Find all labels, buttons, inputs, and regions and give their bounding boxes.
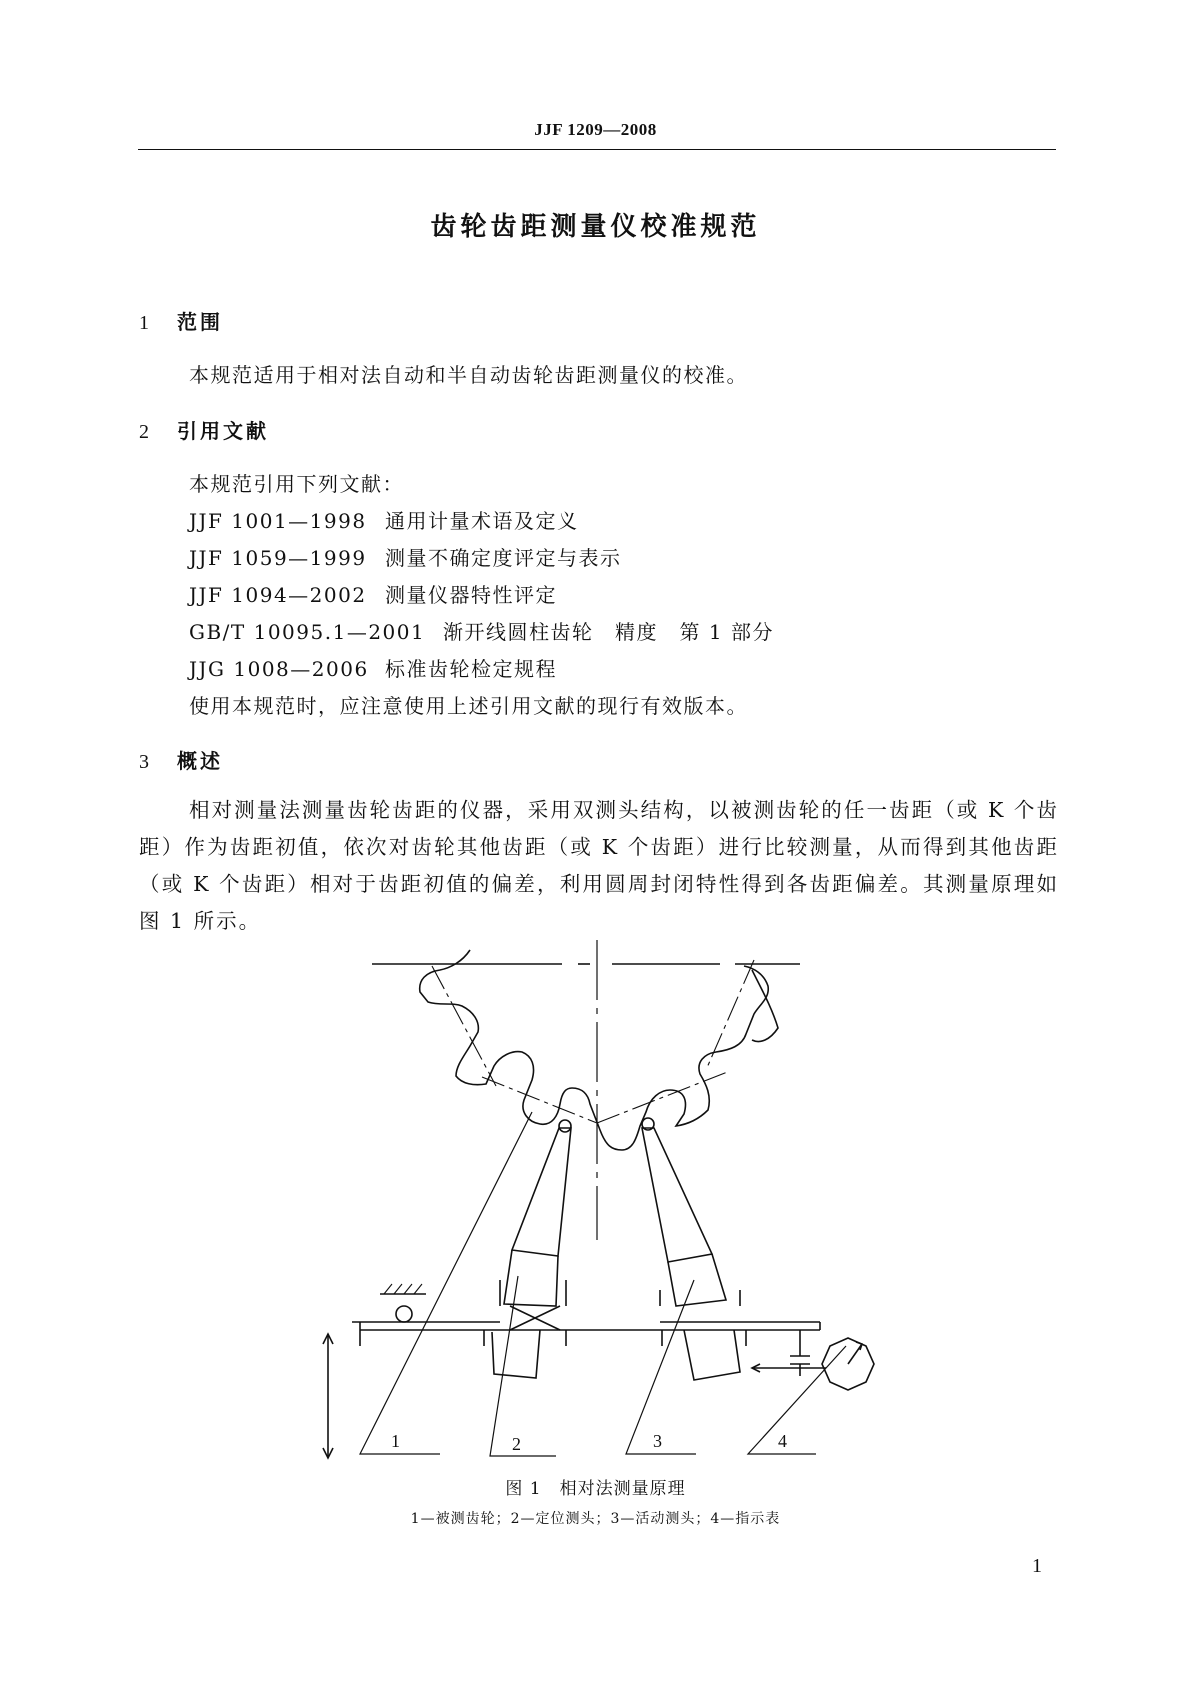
section-number: 2	[139, 421, 149, 443]
reference-code: GB/T 10095.1—2001	[189, 620, 426, 644]
ground-hatch	[384, 1284, 392, 1294]
reference-code: JJF 1059—1999	[189, 546, 367, 570]
reference-code: JJG 1008—2006	[189, 657, 369, 681]
section-number: 3	[139, 751, 149, 773]
dial-needle	[848, 1344, 862, 1364]
reference-code: JJF 1001—1998	[189, 509, 367, 533]
movable-probe-lower	[684, 1330, 740, 1380]
reference-name: 通用计量术语及定义	[385, 509, 579, 533]
ground-hatch	[414, 1284, 422, 1294]
section-number: 1	[139, 312, 149, 334]
section-title: 引用文献	[177, 419, 269, 443]
support-roller	[396, 1306, 412, 1322]
movable-probe-body	[668, 1254, 726, 1306]
document-code-header: JJF 1209—2008	[534, 120, 657, 139]
figure-caption: 图 1 相对法测量原理	[505, 1479, 686, 1499]
figure-label-2: 2	[512, 1434, 521, 1454]
references-note: 使用本规范时，应注意使用上述引用文献的现行有效版本。	[189, 694, 748, 718]
leader-line-1	[360, 1112, 532, 1454]
page-number: 1	[1032, 1555, 1042, 1577]
section-title: 概述	[177, 749, 223, 773]
reference-name: 渐开线圆柱齿轮 精度 第 1 部分	[443, 620, 774, 644]
fixed-probe-body	[504, 1250, 558, 1306]
figure-label-3: 3	[653, 1431, 662, 1451]
reference-name: 测量不确定度评定与表示	[385, 546, 622, 570]
pitch-line-left	[482, 1077, 597, 1123]
reference-name: 标准齿轮检定规程	[385, 657, 557, 681]
scope-text: 本规范适用于相对法自动和半自动齿轮齿距测量仪的校准。	[189, 363, 748, 387]
page-title: 齿轮齿距测量仪校准规范	[430, 212, 761, 242]
pitch-line-right	[597, 1071, 730, 1123]
ground-hatch	[394, 1284, 402, 1294]
section-title: 范围	[177, 310, 223, 334]
movable-probe-arm	[642, 1128, 712, 1262]
leader-line-4	[748, 1346, 846, 1454]
tooth-axis-line	[432, 966, 496, 1086]
tooth-axis-line	[706, 960, 754, 1070]
fixed-probe-arm	[512, 1128, 571, 1256]
reference-code: JJF 1094—2002	[189, 583, 367, 607]
ground-hatch	[404, 1284, 412, 1294]
fixed-probe-tip	[559, 1120, 571, 1132]
references-intro: 本规范引用下列文献：	[189, 472, 404, 496]
overview-paragraph: 相对测量法测量齿轮齿距的仪器，采用双测头结构，以被测齿轮的任一齿距（或 K 个齿距）作为齿距初值，依次对齿轮其他齿距（或 K 个齿距）进行比较测量，从而得到其他齿距（或 K 个齿距）相对于齿距初值的偏差，利用圆周封闭特性得到各齿距偏差。其测量原理如图 1 所示。	[139, 798, 1059, 933]
figure-label-1: 1	[391, 1431, 400, 1451]
leader-line-3	[626, 1280, 696, 1454]
figure-legend: 1—被测齿轮；2—定位测头；3—活动测头；4—指示表	[410, 1511, 781, 1527]
gear-profile	[420, 950, 769, 1150]
fixed-probe-lower	[492, 1330, 540, 1378]
reference-name: 测量仪器特性评定	[385, 583, 557, 607]
figure-label-4: 4	[778, 1431, 787, 1451]
